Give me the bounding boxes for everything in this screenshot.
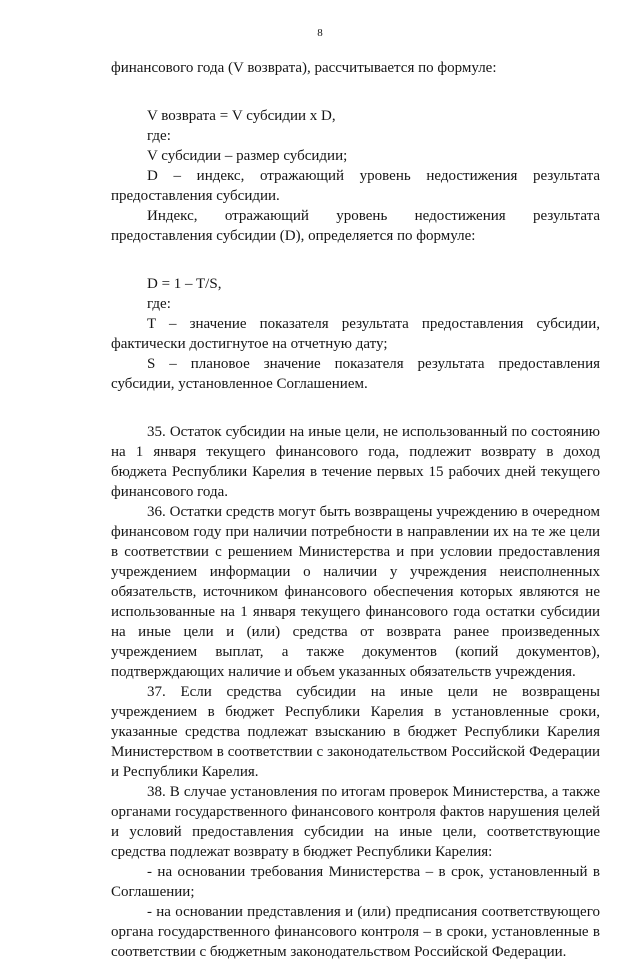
clause-38-item-2: - на основании представления и (или) предписания соответствующего органа государственного финансового контроля – в сроки, установленные в соответствии с бюджетным законодательством Российской Федерации.	[111, 904, 600, 960]
formula-d: D = 1 – T/S,	[147, 276, 222, 292]
clause-38: 38. В случае установления по итогам проверок Министерства, а также органами государственного финансового контроля фактов нарушения целей и условий предоставления субсидии на иные цели, соответствующие средства подлежат возврату в бюджет Республики Карелия:	[111, 784, 600, 860]
paragraph-index: Индекс, отражающий уровень недостижения результата предоставления субсидии (D), определяется по формуле:	[111, 208, 600, 244]
formula-return: V возврата = V субсидии x D,	[147, 108, 336, 124]
clause-36: 36. Остатки средств могут быть возвращены учреждению в очередном финансовом году при наличии потребности в направлении их на те же цели в соответствии с решением Министерства и при условии предоставления учреждением информации о наличии у учреждения неисполненных обязательств, источником финансового обеспечения которых являются не использованные на 1 января текущего финансового года остатки субсидии на иные цели и (или) средства от возврата ранее произведенных учреждением выплат, а также документов (копий документов), подтверждающих наличие и объем указанных обязательств учреждения.	[111, 504, 600, 680]
clause-35: 35. Остаток субсидии на иные цели, не использованный по состоянию на 1 января текущего финансового года, подлежит возврату в доход бюджета Республики Карелия в течение первых 15 рабочих дней текущего финансового года.	[111, 424, 600, 500]
formula-where-2: где:	[147, 296, 171, 312]
document-body	[111, 58, 600, 962]
definition-v-subsidy: V субсидии – размер субсидии;	[147, 148, 348, 164]
clause-37: 37. Если средства субсидии на иные цели не возвращены учреждением в бюджет Республики Карелия в установленные сроки, указанные средства подлежат взысканию в бюджет Республики Карелия Министерством в соответствии с законодательством Российской Федерации и Республики Карелия.	[111, 684, 600, 780]
definition-s: S – плановое значение показателя результата предоставления субсидии, установленное Соглашением.	[111, 356, 600, 392]
paragraph-intro: финансового года (V возврата), рассчитывается по формуле:	[111, 60, 497, 76]
definition-d: D – индекс, отражающий уровень недостижения результата предоставления субсидии.	[111, 168, 600, 204]
definition-t: T – значение показателя результата предоставления субсидии, фактически достигнутое на отчетную дату;	[111, 316, 600, 352]
page-number: 8	[317, 27, 323, 39]
formula-where: где:	[147, 128, 171, 144]
clause-38-item-1: - на основании требования Министерства – в срок, установленный в Соглашении;	[111, 864, 600, 900]
